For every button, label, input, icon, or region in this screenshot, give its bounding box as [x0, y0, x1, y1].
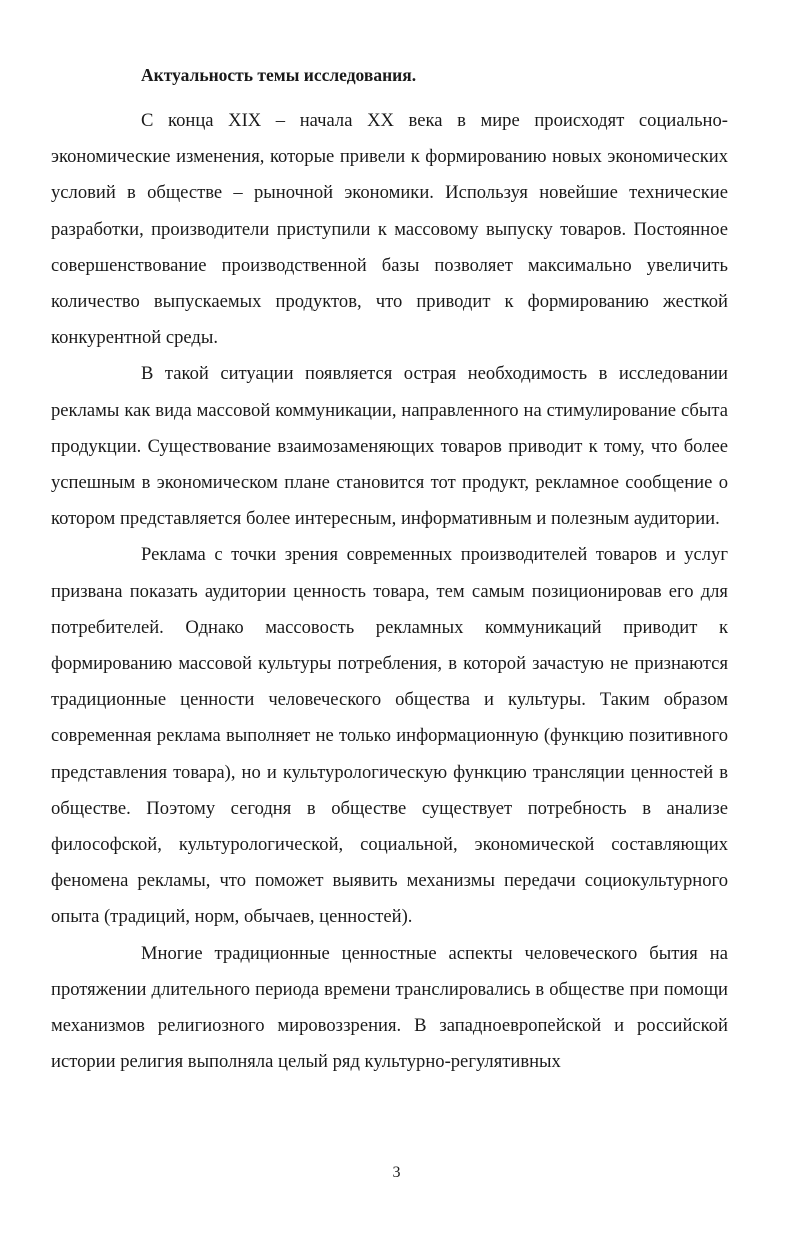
paragraph-traditional-values: Многие традиционные ценностные аспекты человеческого бытия на протяжении длительного периода времени транслировались в обществе при помощи механизмов религиозного мировоззрения. В западноевропейской и российской истории религия выполняла целый ряд культурно-регулятивных: [51, 942, 728, 1073]
page-content: [51, 64, 728, 1080]
paragraph-advertising-value: Реклама с точки зрения современных производителей товаров и услуг призвана показать аудитории ценность товара, тем самым позиционировав его для потребителей. Однако массовость рекламных коммуникаций приводит к формированию массовой культуры потребления, в которой зачастую не признаются традиционные ценности человеческого общества и культуры. Таким образом современная реклама выполняет не только информационную (функцию позитивного представления товара), но и культурологическую функцию трансляции ценностей в обществе. Поэтому сегодня в обществе существует потребность в анализе философской, культурологической, социальной, экономической составляющих феномена рекламы, что поможет выявить механизмы передачи социокультурного опыта (традиций, норм, обычаев, ценностей).: [51, 544, 728, 928]
page-number: 3: [392, 1164, 401, 1181]
paragraph-advertising-research-need: В такой ситуации появляется острая необходимость в исследовании рекламы как вида массовой коммуникации, направленного на стимулирование сбыта продукции. Существование взаимозаменяющих товаров приводит к тому, что более успешным в экономическом плане становится тот продукт, рекламное сообщение о котором представляется более интересным, информативным и полезным аудитории.: [51, 363, 728, 530]
paragraph-relevance-intro: С конца XIX – начала XX века в мире происходят социально-экономические изменения, которые привели к формированию новых экономических условий в обществе – рыночной экономики. Используя новейшие технические разработки, производители приступили к массовому выпуску товаров. Постоянное совершенствование производственной базы позволяет максимально увеличить количество выпускаемых продуктов, что приводит к формированию жесткой конкурентной среды.: [51, 110, 728, 349]
section-heading: Актуальность темы исследования.: [141, 65, 417, 85]
